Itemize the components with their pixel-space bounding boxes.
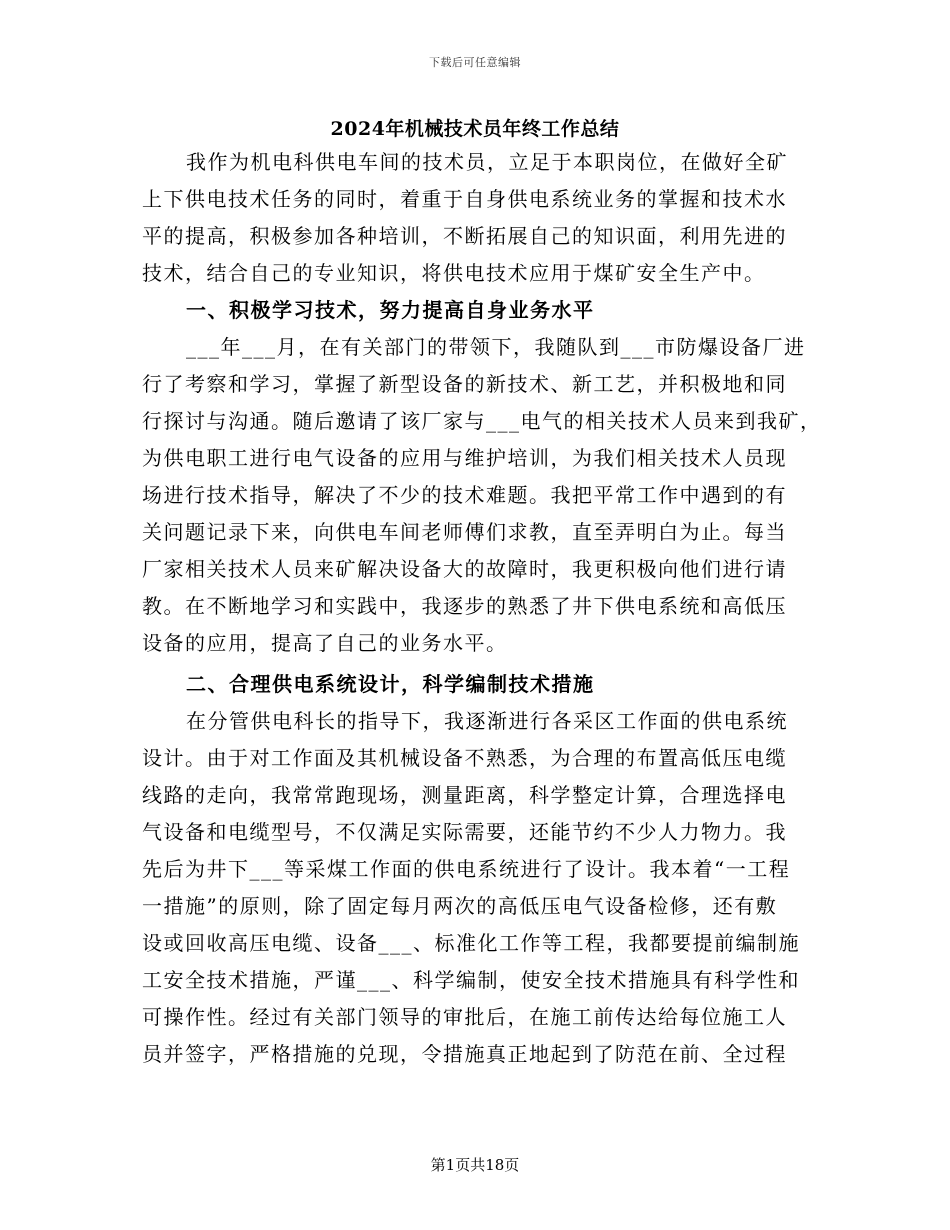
paragraph-line: ___年___月，在有关部门的带领下，我随队到___市防爆设备厂进 <box>186 335 806 359</box>
paragraph-line: 行了考察和学习，掌握了新型设备的新技术、新工艺，并积极地和同 <box>142 372 787 396</box>
paragraph-line: 场进行技术指导，解决了不少的技术难题。我把平常工作中遇到的有 <box>142 483 787 507</box>
paragraph-line: 行探讨与沟通。随后邀请了该厂家与___电气的相关技术人员来到我矿， <box>142 409 822 433</box>
paragraph-line: 设备的应用，提高了自己的业务水平。 <box>142 631 508 655</box>
paragraph-line: 设或回收高压电缆、设备___、标准化工作等工程，我都要提前编制施 <box>142 931 800 955</box>
paragraph-line: 关问题记录下来，向供电车间老师傅们求教，直至弄明白为止。每当 <box>142 520 787 544</box>
paragraph-line: 员并签字，严格措施的兑现，令措施真正地起到了防范在前、全过程 <box>142 1042 787 1066</box>
paragraph-line: 平的提高，积极参加各种培训，不断拓展自己的知识面，利用先进的 <box>142 224 787 248</box>
paragraph-line: 技术，结合自己的专业知识，将供电技术应用于煤矿安全生产中。 <box>142 261 766 285</box>
document-title: 2024年机械技术员年终工作总结 <box>330 118 620 140</box>
paragraph-line: 教。在不断地学习和实践中，我逐步的熟悉了井下供电系统和高低压 <box>142 594 787 618</box>
header-note: 下载后可任意编辑 <box>429 56 521 69</box>
paragraph-line: 上下供电技术任务的同时，着重于自身供电系统业务的掌握和技术水 <box>142 187 787 211</box>
paragraph-line: 厂家相关技术人员来矿解决设备大的故障时，我更积极向他们进行请 <box>142 557 787 581</box>
paragraph-line: 线路的走向，我常常跑现场，测量距离，科学整定计算，合理选择电 <box>142 783 787 807</box>
section-heading: 二、合理供电系统设计，科学编制技术措施 <box>186 672 595 696</box>
paragraph-line: 设计。由于对工作面及其机械设备不熟悉，为合理的布置高低压电缆 <box>142 746 787 770</box>
paragraph-line: 气设备和电缆型号，不仅满足实际需要，还能节约不少人力物力。我 <box>142 820 787 844</box>
paragraph-line: 工安全技术措施，严谨___、科学编制，使安全技术措施具有科学性和 <box>142 968 800 992</box>
section-heading: 一、积极学习技术，努力提高自身业务水平 <box>186 298 595 322</box>
paragraph-line: 我作为机电科供电车间的技术员，立足于本职岗位，在做好全矿 <box>186 150 788 174</box>
paragraph-line: 在分管供电科长的指导下，我逐渐进行各采区工作面的供电系统 <box>186 709 788 733</box>
paragraph-line: 为供电职工进行电气设备的应用与维护培训，为我们相关技术人员现 <box>142 446 787 470</box>
paragraph-line: 可操作性。经过有关部门领导的审批后，在施工前传达给每位施工人 <box>142 1005 787 1029</box>
paragraph-line: 先后为井下___等采煤工作面的供电系统进行了设计。我本着“一工程 <box>142 857 791 881</box>
page-footer: 第1页共18页 <box>430 1156 520 1174</box>
paragraph-line: 一措施”的原则，除了固定每月两次的高低压电气设备检修，还有敷 <box>142 894 778 918</box>
